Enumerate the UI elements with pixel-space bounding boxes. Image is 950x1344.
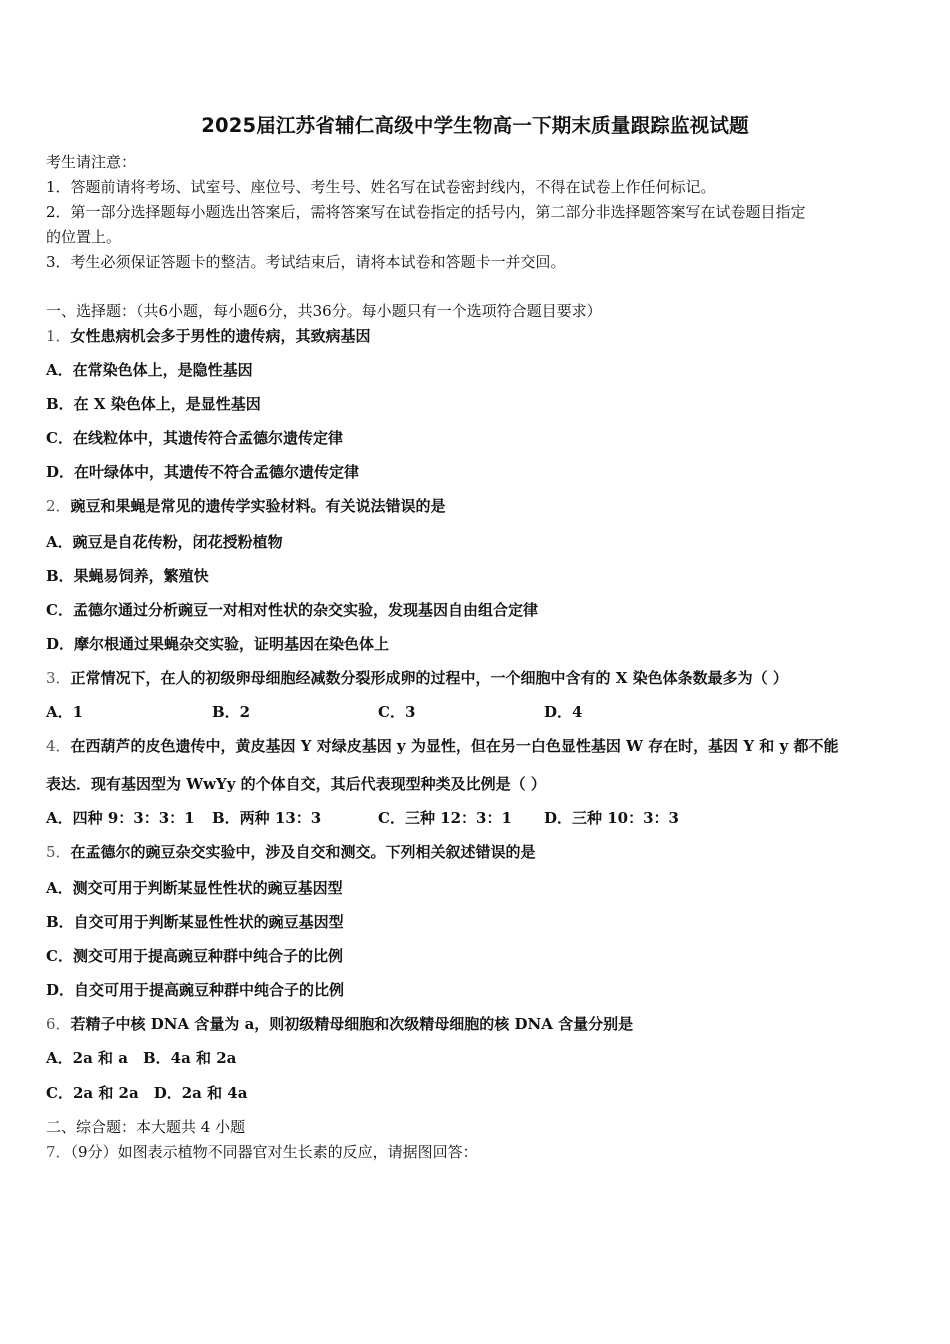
q1-option-c: C．在线粒体中，其遗传符合孟德尔遗传定律 <box>46 429 343 447</box>
q5-option-c: C．测交可用于提高豌豆种群中纯合子的比例 <box>46 947 343 965</box>
q6-options-cd: C．2a 和 2a D．2a 和 4a <box>46 1084 248 1102</box>
question-stem: 女性患病机会多于男性的遗传病，其致病基因 <box>70 327 371 345</box>
question-7 <box>46 1142 478 1162</box>
question-3 <box>46 668 788 688</box>
question-stem: （9分）如图表示植物不同器官对生长素的反应，请据图回答： <box>70 1143 478 1161</box>
notice-heading: 考生请注意： <box>46 153 137 171</box>
q3-options <box>46 702 582 722</box>
q4-option-d: D．三种 10：3：3 <box>544 809 679 827</box>
notice-item-3: 3．考生必须保证答题卡的整洁。考试结束后，请将本试卷和答题卡一并交回。 <box>46 253 566 271</box>
question-number: 1． <box>46 327 71 345</box>
q1-option-a: A．在常染色体上，是隐性基因 <box>46 361 253 379</box>
question-4-cont: 表达．现有基因型为 WwYy 的个体自交，其后代表现型种类及比例是（ ） <box>46 775 546 793</box>
q2-option-c: C．孟德尔通过分析豌豆一对相对性状的杂交实验，发现基因自由组合定律 <box>46 601 538 619</box>
q3-option-c: C．3 <box>378 703 416 721</box>
q1-option-d: D．在叶绿体中，其遗传不符合孟德尔遗传定律 <box>46 463 360 481</box>
question-2 <box>46 496 446 516</box>
q4-options <box>46 808 679 828</box>
question-number: 2． <box>46 497 71 515</box>
section-2-heading: 二、综合题：本大题共 4 小题 <box>46 1118 246 1136</box>
notice-item-2-cont: 的位置上。 <box>46 228 122 246</box>
notice-item-1: 1．答题前请将考场、试室号、座位号、考生号、姓名写在试卷密封线内，不得在试卷上作任何标记。 <box>46 178 716 196</box>
q2-option-d: D．摩尔根通过果蝇杂交实验，证明基因在染色体上 <box>46 635 390 653</box>
q2-option-a: A．豌豆是自花传粉，闭花授粉植物 <box>46 533 283 551</box>
question-stem: 在孟德尔的豌豆杂交实验中，涉及自交和测交。下列相关叙述错误的是 <box>70 843 536 861</box>
question-stem: 在西葫芦的皮色遗传中，黄皮基因 Y 对绿皮基因 y 为显性，但在另一白色显性基因 W 存在时，基因 Y 和 y 都不能 <box>70 737 839 755</box>
q5-option-b: B．自交可用于判断某显性性状的豌豆基因型 <box>46 913 344 931</box>
notice-item-2: 2．第一部分选择题每小题选出答案后，需将答案写在试卷指定的括号内，第二部分非选择题答案写在试卷题目指定 <box>46 203 806 221</box>
page-title: 2025届江苏省辅仁高级中学生物高一下期末质量跟踪监视试题 <box>201 114 749 137</box>
q3-option-d: D．4 <box>544 703 583 721</box>
q4-option-c: C．三种 12：3：1 <box>378 809 512 827</box>
question-4 <box>46 736 838 756</box>
question-number: 7． <box>46 1143 71 1161</box>
q6-options-ab: A．2a 和 a B．4a 和 2a <box>46 1049 237 1067</box>
q3-option-a: A．1 <box>46 703 84 721</box>
question-number: 4． <box>46 737 71 755</box>
question-6 <box>46 1014 633 1034</box>
section-1-heading: 一、选择题：（共6小题，每小题6分，共36分。每小题只有一个选项符合题目要求） <box>46 302 602 320</box>
question-number: 6． <box>46 1015 71 1033</box>
q2-option-b: B．果蝇易饲养，繁殖快 <box>46 567 209 585</box>
question-1 <box>46 326 371 346</box>
question-stem: 正常情况下，在人的初级卵母细胞经减数分裂形成卵的过程中，一个细胞中含有的 X 染色体条数最多为（ ） <box>70 669 788 687</box>
question-number: 3． <box>46 669 71 687</box>
q3-option-b: B．2 <box>212 703 251 721</box>
question-5 <box>46 842 536 862</box>
q4-option-b: B．两种 13：3 <box>212 809 322 827</box>
q5-option-d: D．自交可用于提高豌豆种群中纯合子的比例 <box>46 981 345 999</box>
q5-option-a: A．测交可用于判断某显性性状的豌豆基因型 <box>46 879 343 897</box>
question-stem: 若精子中核 DNA 含量为 a，则初级精母细胞和次级精母细胞的核 DNA 含量分别是 <box>70 1015 634 1033</box>
question-number: 5． <box>46 843 71 861</box>
q1-option-b: B．在 X 染色体上，是显性基因 <box>46 395 261 413</box>
q4-option-a: A．四种 9：3：3：1 <box>46 809 195 827</box>
question-stem: 豌豆和果蝇是常见的遗传学实验材料。有关说法错误的是 <box>70 497 446 515</box>
